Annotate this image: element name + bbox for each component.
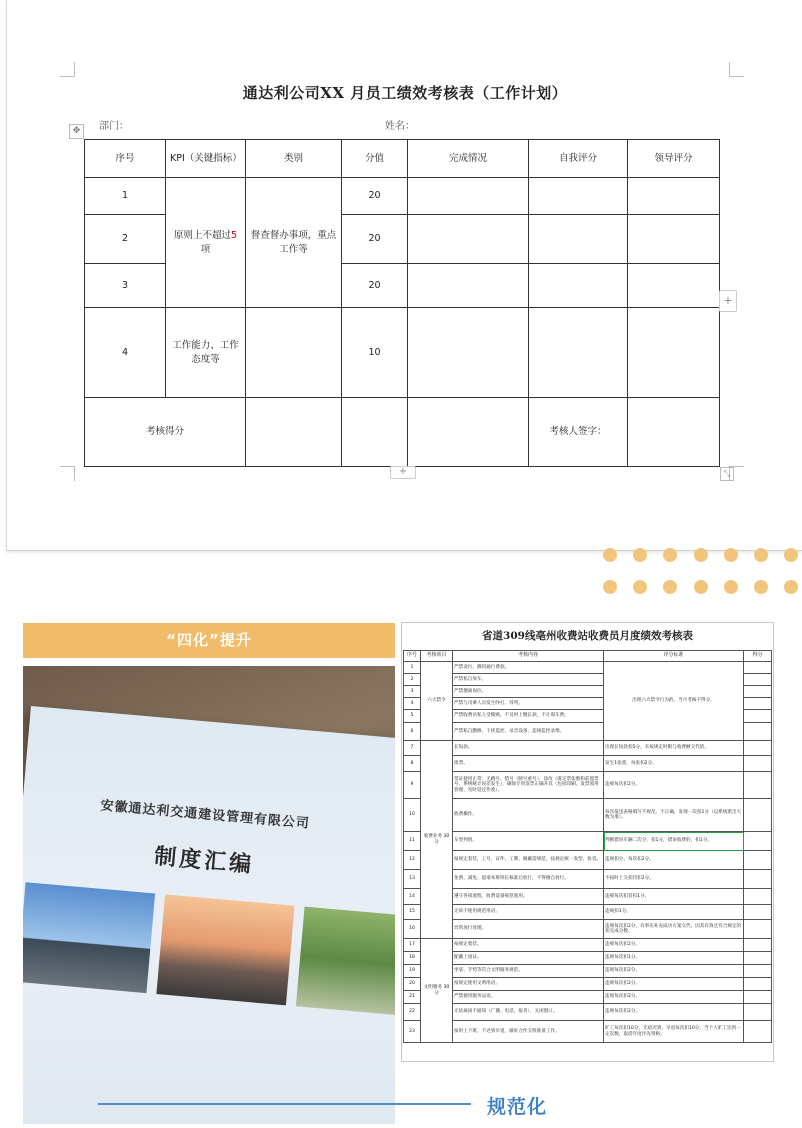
- sheet-row: [404, 756, 772, 772]
- sheet-row-content: 按规定着装，工号、证件、工牌、佩戴需规范，按规定统一发型、妆容。: [453, 851, 604, 870]
- sheet-score-cell[interactable]: [744, 741, 772, 756]
- sheet-score-cell[interactable]: [744, 1004, 772, 1021]
- booklet-photo: [23, 666, 395, 1124]
- completion-cell[interactable]: [408, 264, 529, 308]
- dot: [603, 548, 617, 562]
- sheet-row-content: 严禁收费员私人受贿赂，不及时上缴长款，不计谋车费。: [453, 710, 604, 723]
- header-cell-kpi: KPI（关键指标）: [166, 140, 246, 178]
- dot: [784, 548, 798, 562]
- header-cell-category: 类别: [246, 140, 342, 178]
- row-score: 20: [342, 178, 408, 215]
- sheet-row-content: 收费操作。: [453, 799, 604, 832]
- dot: [694, 580, 708, 594]
- signature-label: 考核人签字：: [529, 398, 628, 467]
- sheet-row-content: 废票。: [453, 756, 604, 772]
- sheet-score-cell[interactable]: [744, 939, 772, 952]
- self-score-cell[interactable]: [529, 308, 628, 398]
- sheet-row-content: 车型判别。: [453, 832, 604, 851]
- sheet-row-standard: 违规每次扣2分。: [604, 939, 744, 952]
- sheet-row-standard: 出现长短款扣5分，未按规定时限与收费额交代的。: [604, 741, 744, 756]
- add-row-button[interactable]: +: [390, 466, 416, 479]
- dot: [724, 548, 738, 562]
- sheet-row-no: 20: [404, 978, 421, 991]
- sheet-row-content: 坐姿、手势等符合文明服务规范。: [453, 965, 604, 978]
- completion-cell[interactable]: [408, 308, 529, 398]
- sheet-score-cell[interactable]: [744, 978, 772, 991]
- sheet-row-content: 无故离岗不通知（广播、电话、报刊），关闭窗口。: [453, 1004, 604, 1021]
- header-cell-completion: 完成情况: [408, 140, 529, 178]
- sheet-row-no: 10: [404, 799, 421, 832]
- sheet-row-standard: 违规每次扣2分，有事先补充成功方案交代，因其有效且符合规定的扣完成分数。: [604, 920, 744, 939]
- sheet-score-cell[interactable]: [744, 686, 772, 698]
- sheet-row-content: 票证使用正常：无跳号、错号（断号重号），涂改（既定票张数和前置票号，系统统计误差发生），确保专用发票正确开具（包括印刷、发票领用管理、及时返还作废）。: [453, 772, 604, 799]
- row-score: 20: [342, 264, 408, 308]
- row-no: 1: [85, 178, 166, 215]
- row-no: 2: [85, 215, 166, 264]
- sheet-title: 省道309线亳州收费站收费员月度绩效考核表: [482, 630, 693, 642]
- department-label: 部门：: [99, 121, 129, 132]
- sheet-row-standard: 违规扣1分。: [604, 905, 744, 920]
- dot: [633, 548, 647, 562]
- sheet-group-label: 收费业务 30分: [421, 741, 453, 939]
- sheet-score-cell[interactable]: [744, 723, 772, 741]
- header-cell-leader-score: 领导评分: [628, 140, 720, 178]
- dot: [633, 580, 647, 594]
- dot: [754, 580, 768, 594]
- sheet-row: [404, 905, 772, 920]
- total-cell[interactable]: [342, 398, 408, 467]
- sheet-row: [404, 889, 772, 905]
- dot: [663, 548, 677, 562]
- sheet-header-row: [404, 651, 772, 662]
- sheet-score-cell[interactable]: [744, 905, 772, 920]
- sheet-row-content: 遵守各项流程，收费设备规范使用。: [453, 889, 604, 905]
- add-column-button[interactable]: +: [719, 290, 737, 312]
- sheet-row-standard-selected[interactable]: 判断错误车辆二次分，扣1分，错误收费的，扣1分。: [604, 832, 744, 851]
- sheet-row-standard: 违规每次扣2分。: [604, 772, 744, 799]
- sheet-row: [404, 952, 772, 965]
- sheet-row-content: 按规定着装。: [453, 939, 604, 952]
- sheet-row-standard: 不按时上交扣罚扣2分。: [604, 870, 744, 889]
- sheet-row-content: 异常放行处理。: [453, 920, 604, 939]
- completion-cell[interactable]: [408, 178, 529, 215]
- sheet-row-no: 11: [404, 832, 421, 851]
- dot: [694, 548, 708, 562]
- sheet-row-content: 按时上下班，不迟到早退，做好合作交班准备工作。: [453, 1021, 604, 1043]
- sheet-row-content: 配戴上岗证。: [453, 952, 604, 965]
- table-resize-icon[interactable]: ⤡: [720, 467, 734, 481]
- dot: [784, 580, 798, 594]
- sheet-row-no: 6: [404, 723, 421, 741]
- sheet-row: [404, 851, 772, 870]
- sheet-row-standard: 出现六大禁令行为的，当月考核不得分。: [604, 662, 744, 741]
- sheet-row-no: 14: [404, 889, 421, 905]
- self-score-cell[interactable]: [529, 178, 628, 215]
- leader-score-cell[interactable]: [628, 264, 720, 308]
- kpi-cell-group1[interactable]: [166, 178, 246, 308]
- total-score-label: 考核得分: [85, 398, 246, 467]
- category-cell[interactable]: [246, 308, 342, 398]
- sheet-row: [404, 965, 772, 978]
- sheet-row-no: 2: [404, 674, 421, 686]
- total-cell[interactable]: [408, 398, 529, 467]
- sheet-row-content: 长短款。: [453, 741, 604, 756]
- sheet-row-standard: 违规每次扣1分。: [604, 952, 744, 965]
- header-cell-score: 分值: [342, 140, 408, 178]
- sheet-row-standard: 违规扣分，每次扣2分。: [604, 851, 744, 870]
- self-score-cell[interactable]: [529, 264, 628, 308]
- kpi-table: [84, 139, 720, 467]
- row-score: 20: [342, 215, 408, 264]
- dot: [754, 548, 768, 562]
- table-move-icon[interactable]: ✥: [69, 124, 84, 139]
- sheet-row-content: 严禁擅离岗位。: [453, 686, 604, 698]
- sheet-score-cell[interactable]: [744, 756, 772, 772]
- sheet-row-standard: 违规每次扣2分。: [604, 1004, 744, 1021]
- sheet-score-cell[interactable]: [744, 710, 772, 723]
- divider-line: [98, 1103, 471, 1105]
- cover-image-interchange: [296, 907, 395, 1018]
- sheet-row: [404, 991, 772, 1004]
- sheet-row: [404, 978, 772, 991]
- sheet-score-cell[interactable]: [744, 920, 772, 939]
- booklet-cover: [23, 706, 395, 1124]
- sheet-score-cell[interactable]: [744, 832, 772, 851]
- booklet-title: 制度汇编: [153, 843, 256, 878]
- section-label: 规范化: [487, 1096, 548, 1118]
- sheet-row-standard: 发生1张废，每张扣2分。: [604, 756, 744, 772]
- section-banner: “四化”提升: [23, 623, 395, 658]
- table-row: [85, 308, 720, 398]
- sheet-score-cell[interactable]: [744, 698, 772, 710]
- sheet-row-no: 1: [404, 662, 421, 674]
- sheet-row-content: 严禁私自放车。: [453, 674, 604, 686]
- sheet-header-cell: 考核内容: [453, 651, 604, 662]
- sheet-header-cell: 序号: [404, 651, 421, 662]
- kpi-number: 5: [230, 229, 238, 241]
- sheet-row-standard: 违规每次扣2分。: [604, 965, 744, 978]
- sheet-row: [404, 772, 772, 799]
- leader-score-cell[interactable]: [628, 178, 720, 215]
- row-score: 10: [342, 308, 408, 398]
- completion-cell[interactable]: [408, 215, 529, 264]
- sheet-row: [404, 799, 772, 832]
- sheet-score-cell[interactable]: [744, 662, 772, 674]
- dot: [663, 580, 677, 594]
- document-title: 通达利公司XX 月员工绩效考核表（工作计划）: [242, 84, 568, 102]
- kpi-text-suffix: 项: [200, 243, 211, 255]
- sheet-row-content: 严禁使用服务忌语。: [453, 991, 604, 1004]
- sheet-score-cell[interactable]: [744, 799, 772, 832]
- sheet-row-no: 19: [404, 965, 421, 978]
- table-footer-row: [85, 398, 720, 467]
- sheet-row-standard: 每次报送表格填写不规范，不正确，发现一次扣1分（以系统派出天数为准）。: [604, 799, 744, 832]
- document-page: [6, 0, 802, 551]
- sheet-row: [404, 741, 772, 756]
- sheet-row: [404, 832, 772, 851]
- row-no: 4: [85, 308, 166, 398]
- sheet-row-content: 严禁私自删修、干扰监控、录音设备，违规监控录像。: [453, 723, 604, 741]
- kpi-text: 原则上不超过: [173, 229, 231, 241]
- sheet-row: [404, 939, 772, 952]
- category-cell-group1[interactable]: 督查督办事项，重点工作等: [246, 178, 342, 308]
- sheet-row: [404, 662, 772, 674]
- margin-corner-bottom-left: [60, 466, 75, 481]
- dot: [603, 580, 617, 594]
- sheet-score-cell[interactable]: [744, 889, 772, 905]
- leader-score-cell[interactable]: [628, 308, 720, 398]
- assessment-table: [403, 650, 772, 1043]
- table-header-row: [85, 140, 720, 178]
- sheet-row-no: 22: [404, 1004, 421, 1021]
- sheet-row-no: 21: [404, 991, 421, 1004]
- sheet-row-no: 16: [404, 920, 421, 939]
- booklet-company: 安徽通达利交通建设管理有限公司: [99, 798, 311, 832]
- header-cell-self-score: 自我评分: [529, 140, 628, 178]
- sheet-row-content: 严禁贪污、挪用通行费款。: [453, 662, 604, 674]
- sheet-row-standard: 旷工每次扣10分，无故迟到，早退每次扣10分，当个人旷工达到一定次数，取消年度评先资格。: [604, 1021, 744, 1043]
- signature-cell[interactable]: [628, 398, 720, 467]
- sheet-header-cell: 评分标准: [604, 651, 744, 662]
- sheet-row-no: 4: [404, 698, 421, 710]
- sheet-group-label: 文明服务 30分: [421, 939, 453, 1043]
- sheet-row-no: 18: [404, 952, 421, 965]
- sheet-score-cell[interactable]: [744, 991, 772, 1004]
- sheet-row: [404, 1021, 772, 1043]
- sheet-score-cell[interactable]: [744, 772, 772, 799]
- sheet-row: [404, 920, 772, 939]
- total-cell[interactable]: [246, 398, 342, 467]
- margin-corner-top-left: [60, 62, 75, 77]
- sheet-score-cell[interactable]: [744, 1021, 772, 1043]
- sheet-score-cell[interactable]: [744, 952, 772, 965]
- sheet-row-content: 严禁与司乘人员发生吵打、辱骂。: [453, 698, 604, 710]
- sheet-score-cell[interactable]: [744, 674, 772, 686]
- sheet-score-cell[interactable]: [744, 870, 772, 889]
- sheet-row-no: 7: [404, 741, 421, 756]
- row-no: 3: [85, 264, 166, 308]
- decorative-dots: [600, 548, 800, 598]
- sheet-row-no: 9: [404, 772, 421, 799]
- sheet-row: [404, 870, 772, 889]
- sheet-row-no: 12: [404, 851, 421, 870]
- assessment-sheet: [401, 622, 774, 1062]
- sheet-score-cell[interactable]: [744, 965, 772, 978]
- sheet-row-standard: 违规每次扣罚扣1分。: [604, 889, 744, 905]
- table-row: [85, 178, 720, 215]
- cover-image-toll-gate: [23, 882, 155, 993]
- sheet-header-cell: 得分: [744, 651, 772, 662]
- sheet-row-no: 15: [404, 905, 421, 920]
- sheet-row-no: 23: [404, 1021, 421, 1043]
- self-score-cell[interactable]: [529, 215, 628, 264]
- sheet-row-standard: 违规每次扣2分。: [604, 978, 744, 991]
- leader-score-cell[interactable]: [628, 215, 720, 264]
- sheet-row-content: 无故不使用规范用语。: [453, 905, 604, 920]
- sheet-row-no: 8: [404, 756, 421, 772]
- sheet-row-no: 3: [404, 686, 421, 698]
- kpi-cell-group2[interactable]: 工作能力、工作态度等: [166, 308, 246, 398]
- sheet-row-content: 免费、减免、提请本班班长核准后放行，不得擅自放行。: [453, 870, 604, 889]
- sheet-row-no: 13: [404, 870, 421, 889]
- cover-image-sunset-road: [156, 894, 294, 1005]
- sheet-group-label: 六大禁令: [421, 662, 453, 741]
- header-cell-no: 序号: [85, 140, 166, 178]
- margin-corner-top-right: [729, 62, 744, 77]
- sheet-row-standard: 违规每次扣2分。: [604, 991, 744, 1004]
- sheet-score-cell[interactable]: [744, 851, 772, 870]
- sheet-row: [404, 1004, 772, 1021]
- sheet-row-content: 按规定使用文明用语。: [453, 978, 604, 991]
- sheet-header-cell: 考核项目: [421, 651, 453, 662]
- name-label: 姓名：: [385, 121, 415, 132]
- dot: [724, 580, 738, 594]
- sheet-row-no: 5: [404, 710, 421, 723]
- sheet-row-no: 17: [404, 939, 421, 952]
